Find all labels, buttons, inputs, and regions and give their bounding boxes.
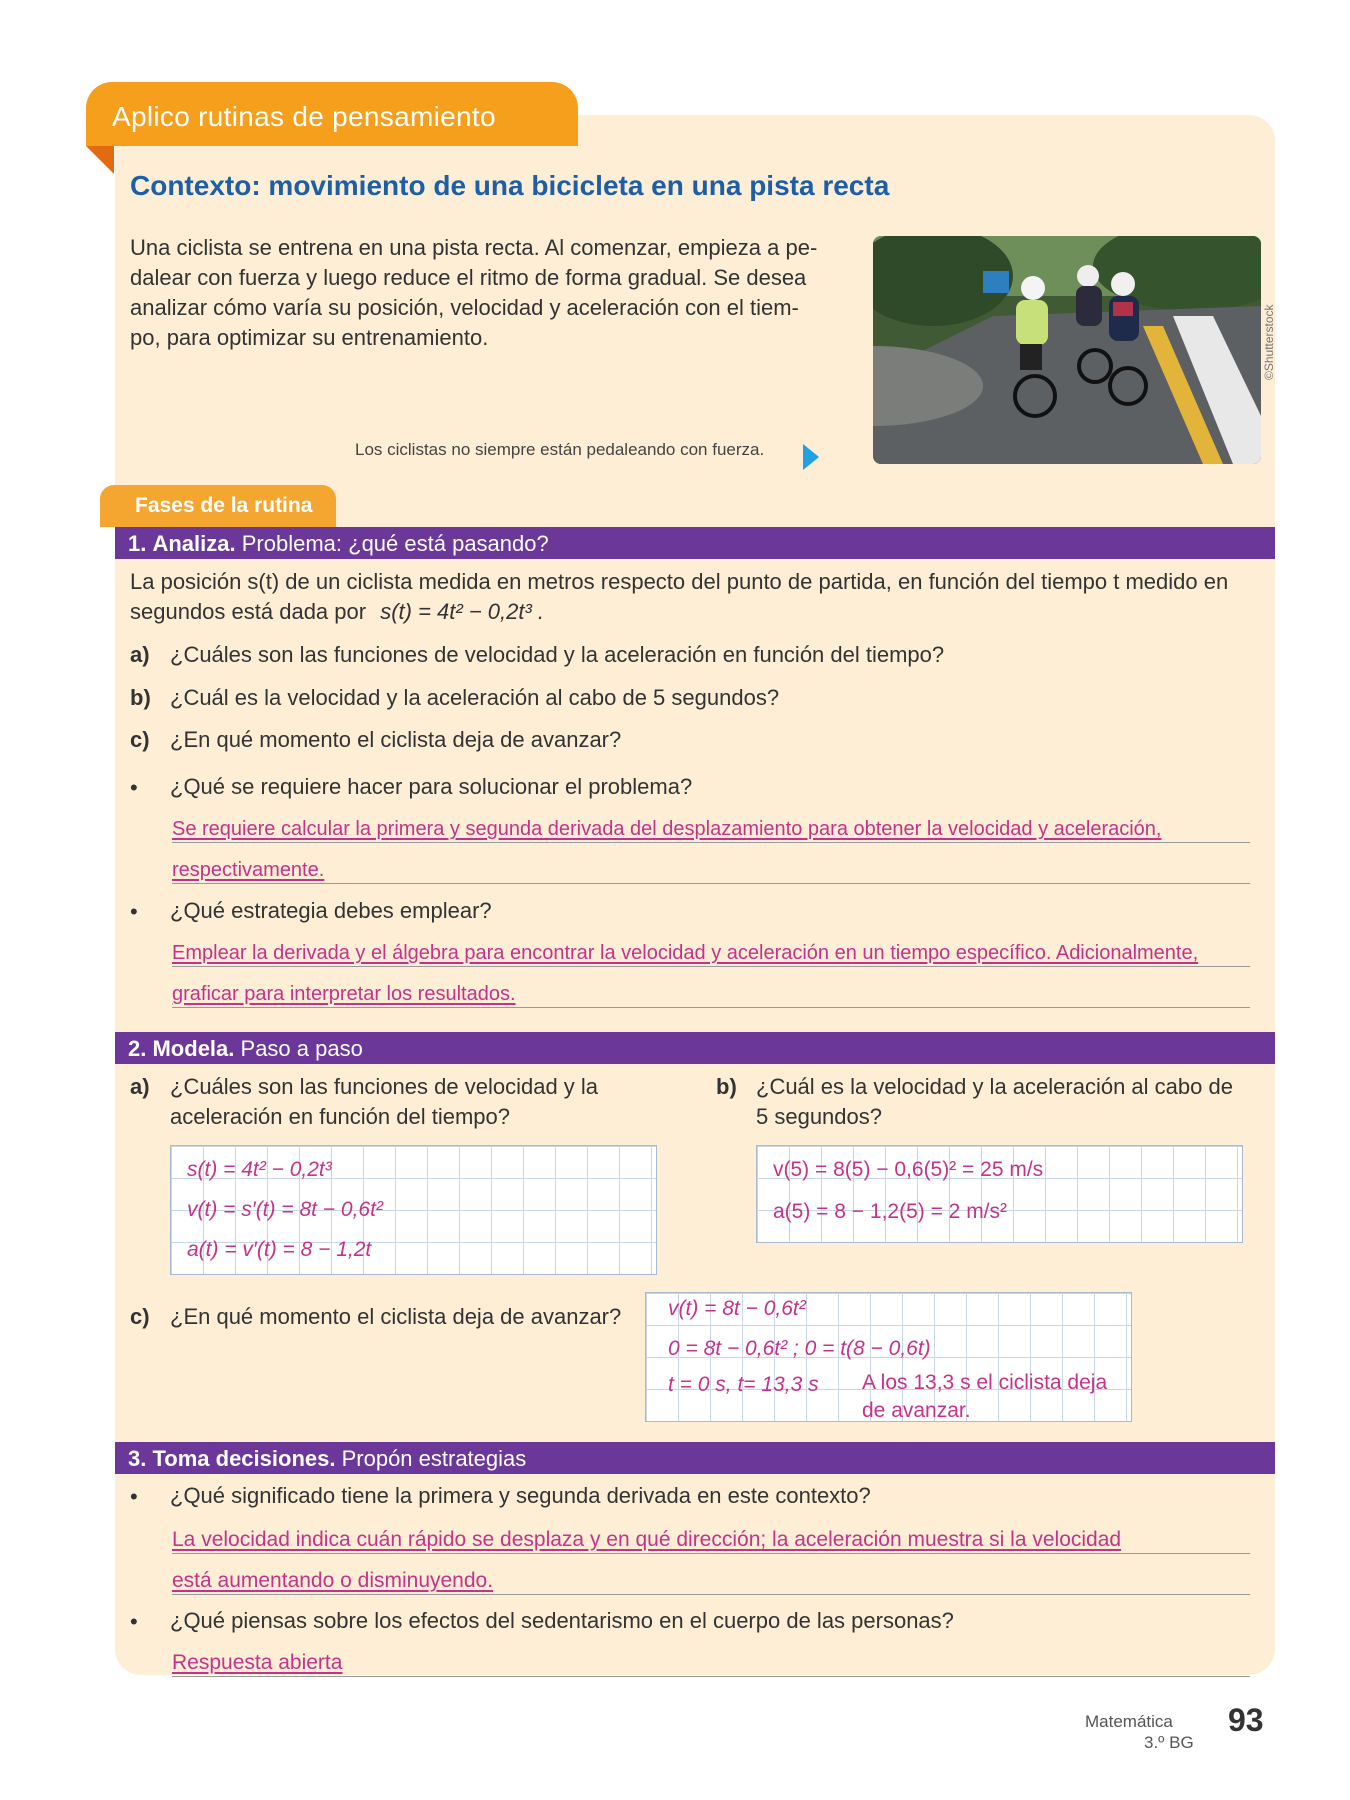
section3-number: 3. <box>128 1446 147 1471</box>
position-formula: s(t) = 4t² − 0,2t³ . <box>380 599 545 624</box>
section2-title: Paso a paso <box>240 1036 363 1061</box>
caption-arrow-icon <box>803 444 819 470</box>
grid-note-line: A los 13,3 s el ciclista deja <box>862 1371 1108 1394</box>
section1-bold: Analiza. <box>152 531 236 556</box>
section2-header <box>115 1032 1275 1064</box>
section3-bold: Toma decisiones. <box>152 1446 336 1471</box>
context-intro <box>130 233 830 353</box>
answer-line[interactable]: respectivamente. <box>172 855 1250 884</box>
bullet-dot: • <box>130 899 138 924</box>
answer-line[interactable]: Respuesta abierta <box>172 1648 1250 1677</box>
decision-question-2: ¿Qué piensas sobre los efectos del sedentarismo en el cuerpo de las personas? <box>170 1608 954 1633</box>
cyclists-illustration <box>873 236 1261 464</box>
section1-header <box>115 527 1275 559</box>
section2-bold: Modela. <box>152 1036 235 1061</box>
section-tab-title: Aplico rutinas de pensamiento <box>86 82 578 146</box>
bullet-question-2: ¿Qué estrategia debes emplear? <box>170 898 492 923</box>
section3-header <box>115 1442 1275 1474</box>
answer-line[interactable]: Emplear la derivada y el álgebra para encontrar la velocidad y aceleración en un tiempo específico. Adicionalmente, <box>172 938 1250 967</box>
grid-formula: t = 0 s, t= 13,3 s <box>668 1373 819 1396</box>
question-label: c) <box>130 727 150 752</box>
photo-caption: Los ciclistas no siempre están pedaleando con fuerza. <box>355 440 765 459</box>
footer-subject: Matemática <box>1085 1712 1173 1731</box>
question-a <box>130 640 945 670</box>
question-label: b) <box>716 1074 737 1099</box>
question-line: aceleración en función del tiempo? <box>170 1104 511 1129</box>
tab-fold-decoration <box>86 146 114 174</box>
grid-formula: v(t) = s′(t) = 8t − 0,6t² <box>187 1198 383 1221</box>
question-b <box>130 683 780 713</box>
bullet-question-1: ¿Qué se requiere hacer para solucionar el problema? <box>170 774 693 799</box>
modela-question-a-text <box>170 1072 598 1132</box>
grid-formula: a(t) = v′(t) = 8 − 1,2t <box>187 1238 372 1261</box>
answer-line[interactable]: graficar para interpretar los resultados. <box>172 979 1250 1008</box>
question-label: b) <box>130 685 151 710</box>
intro-line: analizar cómo varía su posición, velocidad y aceleración con el tiem- <box>130 295 799 320</box>
work-grid-a[interactable] <box>170 1145 657 1275</box>
decision-question-1: ¿Qué significado tiene la primera y segunda derivada en este contexto? <box>170 1483 871 1508</box>
work-grid-b[interactable] <box>756 1145 1243 1243</box>
bullet-dot: • <box>130 1484 138 1509</box>
section1-statement <box>130 567 1270 627</box>
modela-question-a <box>130 1072 150 1102</box>
grid-formula: s(t) = 4t² − 0,2t³ <box>187 1158 332 1181</box>
intro-line: dalear con fuerza y luego reduce el ritmo de forma gradual. Se desea <box>130 265 807 290</box>
section1-title: Problema: ¿qué está pasando? <box>241 531 549 556</box>
section3-title: Propón estrategias <box>341 1446 527 1471</box>
modela-question-c <box>130 1302 150 1332</box>
question-text: ¿Cuáles son las funciones de velocidad y la aceleración en función del tiempo? <box>170 642 945 667</box>
question-line: ¿Cuáles son las funciones de velocidad y la <box>170 1074 599 1099</box>
question-text: ¿Cuál es la velocidad y la aceleración al cabo de 5 segundos? <box>170 685 780 710</box>
cyclists-photo <box>873 236 1261 464</box>
modela-question-b <box>716 1072 737 1102</box>
intro-line: Una ciclista se entrena en una pista recta. Al comenzar, empieza a pe- <box>130 235 818 260</box>
statement-line: La posición s(t) de un ciclista medida en metros respecto del punto de partida, en función del tiempo t medido en <box>130 569 1229 594</box>
section1-number: 1. <box>128 531 147 556</box>
work-grid-c[interactable] <box>645 1292 1132 1422</box>
context-title: Contexto: movimiento de una bicicleta en una pista recta <box>130 170 890 201</box>
grid-formula: v(5) = 8(5) − 0,6(5)² = 25 m/s <box>773 1158 1044 1181</box>
grid-formula: 0 = 8t − 0,6t² ; 0 = t(8 − 0,6t) <box>668 1337 931 1360</box>
question-label: c) <box>130 1304 150 1329</box>
grid-formula: v(t) = 8t − 0,6t² <box>668 1297 806 1320</box>
statement-line <box>130 597 1270 627</box>
modela-question-c-text: ¿En qué momento el ciclista deja de avanzar? <box>170 1304 622 1329</box>
question-line: ¿Cuál es la velocidad y la aceleración al cabo de <box>756 1074 1233 1099</box>
modela-question-b-text <box>756 1072 1233 1132</box>
grid-note <box>862 1369 1107 1425</box>
question-label: a) <box>130 642 150 667</box>
question-line: 5 segundos? <box>756 1104 882 1129</box>
question-text: ¿En qué momento el ciclista deja de avanzar? <box>170 727 622 752</box>
photo-credit: ©Shutterstock <box>1262 304 1276 380</box>
bullet-dot: • <box>130 775 138 800</box>
answer-line[interactable]: Se requiere calcular la primera y segunda derivada del desplazamiento para obtener la velocidad y aceleración, <box>172 814 1250 843</box>
question-c <box>130 725 622 755</box>
answer-line[interactable]: está aumentando o disminuyendo. <box>172 1566 1250 1595</box>
section2-number: 2. <box>128 1036 147 1061</box>
statement-text: segundos está dada por <box>130 599 367 624</box>
bullet-dot: • <box>130 1609 138 1634</box>
page-number: 93 <box>1228 1702 1264 1738</box>
phases-tab: Fases de la rutina <box>100 485 336 527</box>
answer-line[interactable]: La velocidad indica cuán rápido se desplaza y en qué dirección; la aceleración muestra si la velocidad <box>172 1525 1250 1554</box>
grid-formula: a(5) = 8 − 1,2(5) = 2 m/s² <box>773 1200 1008 1223</box>
question-label: a) <box>130 1074 150 1099</box>
intro-line: po, para optimizar su entrenamiento. <box>130 325 489 350</box>
footer-grade: 3.º BG <box>1144 1733 1194 1752</box>
grid-note-line: de avanzar. <box>862 1399 971 1422</box>
